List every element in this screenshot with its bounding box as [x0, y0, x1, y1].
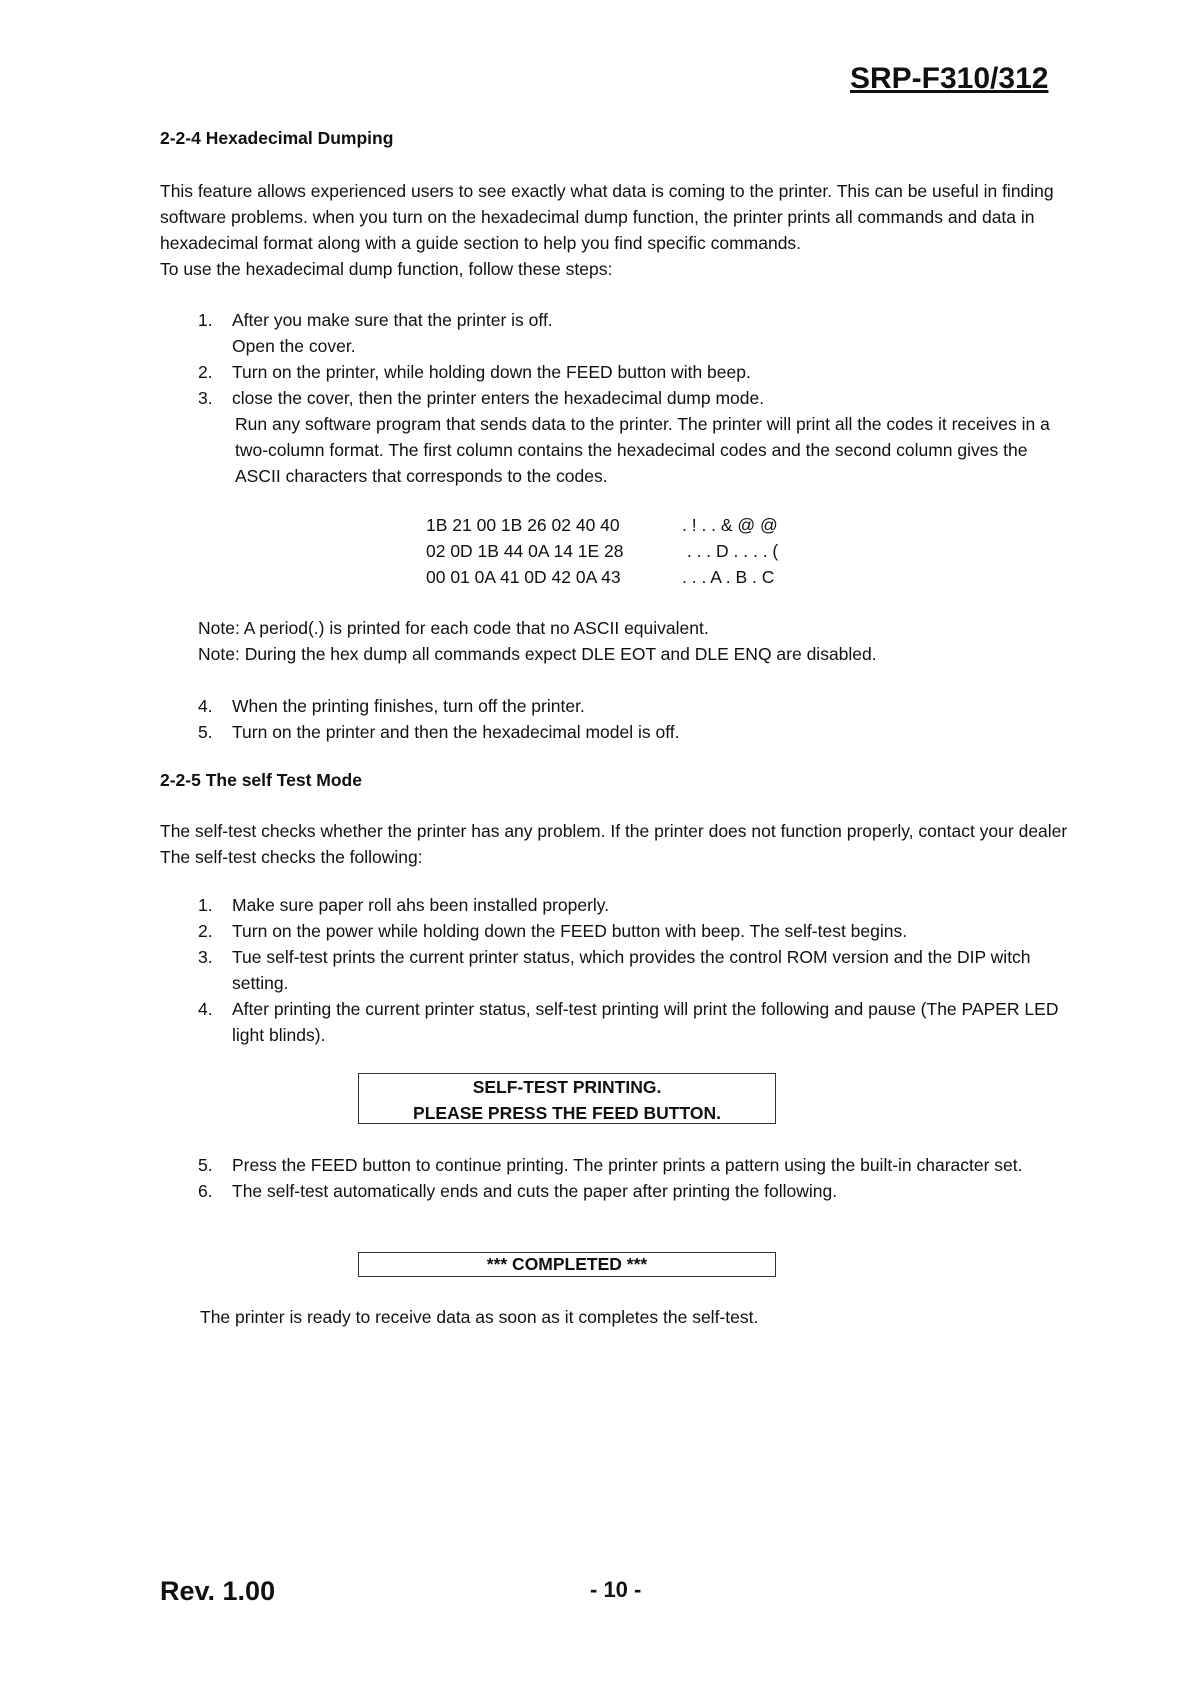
step-text: close the cover, then the printer enters the hexadecimal dump mode. [232, 388, 765, 408]
self-test-closing: The printer is ready to receive data as soon as it completes the self-test. [200, 1307, 759, 1327]
note-period: Note: A period(.) is printed for each code that no ASCII equivalent. [198, 618, 709, 638]
step-text: After you make sure that the printer is off. [232, 310, 553, 330]
step-text: Tue self-test prints the current printer status, which provides the control ROM version and the DIP witch setting. [232, 947, 1031, 993]
list-item [160, 996, 1080, 1048]
step-number: 6. [198, 1181, 213, 1201]
completed-box: *** COMPLETED *** [358, 1252, 776, 1277]
run-software-paragraph: Run any software program that sends data to the printer. The printer will print all the codes it receives in a two-column format. The first column contains the hexadecimal codes and the second column gives the ASCII characters that corresponds to the codes. [235, 414, 1050, 486]
revision-label: Rev. 1.00 [160, 1576, 276, 1606]
step-number: 4. [198, 696, 213, 716]
hex-dump-intro-instruction: To use the hexadecimal dump function, follow these steps: [160, 259, 613, 279]
self-test-steps [160, 892, 1080, 1048]
step-number: 5. [198, 1155, 213, 1175]
hex-code-cell: 02 0D 1B 44 0A 14 1E 28 [426, 541, 624, 561]
list-item [160, 385, 1080, 411]
step-text: Make sure paper roll ahs been installed properly. [232, 895, 610, 915]
self-test-printing-box [358, 1073, 776, 1124]
step-number: 3. [198, 388, 213, 408]
ascii-cell: . . . A . B . C [682, 567, 775, 587]
step-number: 1. [198, 895, 213, 915]
list-item [160, 307, 1080, 359]
step-number: 1. [198, 310, 213, 330]
table-row [426, 538, 778, 564]
box-line: PLEASE PRESS THE FEED BUTTON. [413, 1103, 721, 1123]
step-number: 4. [198, 999, 213, 1019]
document-model-title: SRP-F310/312 [850, 62, 1049, 95]
step-text: Turn on the printer, while holding down the FEED button with beep. [232, 362, 751, 382]
section-title-self-test: 2-2-5 The self Test Mode [160, 770, 362, 790]
step-number: 3. [198, 947, 213, 967]
list-item [160, 1152, 1080, 1178]
hex-dump-intro [160, 178, 1080, 282]
list-item [160, 918, 1080, 944]
hex-dump-steps-final [160, 693, 1080, 745]
note-commands-disabled: Note: During the hex dump all commands expect DLE EOT and DLE ENQ are disabled. [198, 644, 877, 664]
step-text: After printing the current printer status, self-test printing will print the following and pause (The PAPER LED light blinds). [232, 999, 1059, 1045]
step-text: When the printing finishes, turn off the printer. [232, 696, 585, 716]
step-number: 5. [198, 722, 213, 742]
hex-dump-example [426, 512, 778, 590]
table-row [426, 512, 778, 538]
step-text: Turn on the power while holding down the FEED button with beep. The self-test begins. [232, 921, 908, 941]
page-number: - 10 - [590, 1577, 642, 1602]
self-test-steps-final [160, 1152, 1080, 1204]
list-item [160, 892, 1080, 918]
ascii-cell: . ! . . & @ @ [682, 515, 778, 535]
hex-dump-notes [198, 615, 1098, 667]
list-item [160, 719, 1080, 745]
list-item [160, 944, 1080, 996]
box-line: SELF-TEST PRINTING. [472, 1077, 662, 1097]
list-item [160, 359, 1080, 385]
section-title-hex-dump: 2-2-4 Hexadecimal Dumping [160, 128, 394, 148]
step-text: Turn on the printer and then the hexadecimal model is off. [232, 722, 680, 742]
step-text: Open the cover. [232, 336, 356, 356]
hex-dump-steps [160, 307, 1080, 411]
hex-code-cell: 1B 21 00 1B 26 02 40 40 [426, 515, 620, 535]
step-number: 2. [198, 362, 213, 382]
list-item [160, 1178, 1080, 1204]
hex-dump-intro-paragraph: This feature allows experienced users to see exactly what data is coming to the printer. This can be useful in finding software problems. when you turn on the hexadecimal dump function, the printer prints all commands and data in hexadecimal format along with a guide section to help you find specific commands. [160, 181, 1054, 253]
hex-code-cell: 00 01 0A 41 0D 42 0A 43 [426, 567, 621, 587]
ascii-cell: . . . D . . . . ( [682, 541, 779, 561]
self-test-intro: The self-test checks whether the printer has any problem. If the printer does not function properly, contact your dealer The self-test checks the following: [160, 821, 1068, 867]
table-row [426, 564, 778, 590]
list-item [160, 693, 1080, 719]
step-text: The self-test automatically ends and cuts the paper after printing the following. [232, 1181, 838, 1201]
step-text: Press the FEED button to continue printing. The printer prints a pattern using the built-in character set. [232, 1155, 1023, 1175]
step-number: 2. [198, 921, 213, 941]
